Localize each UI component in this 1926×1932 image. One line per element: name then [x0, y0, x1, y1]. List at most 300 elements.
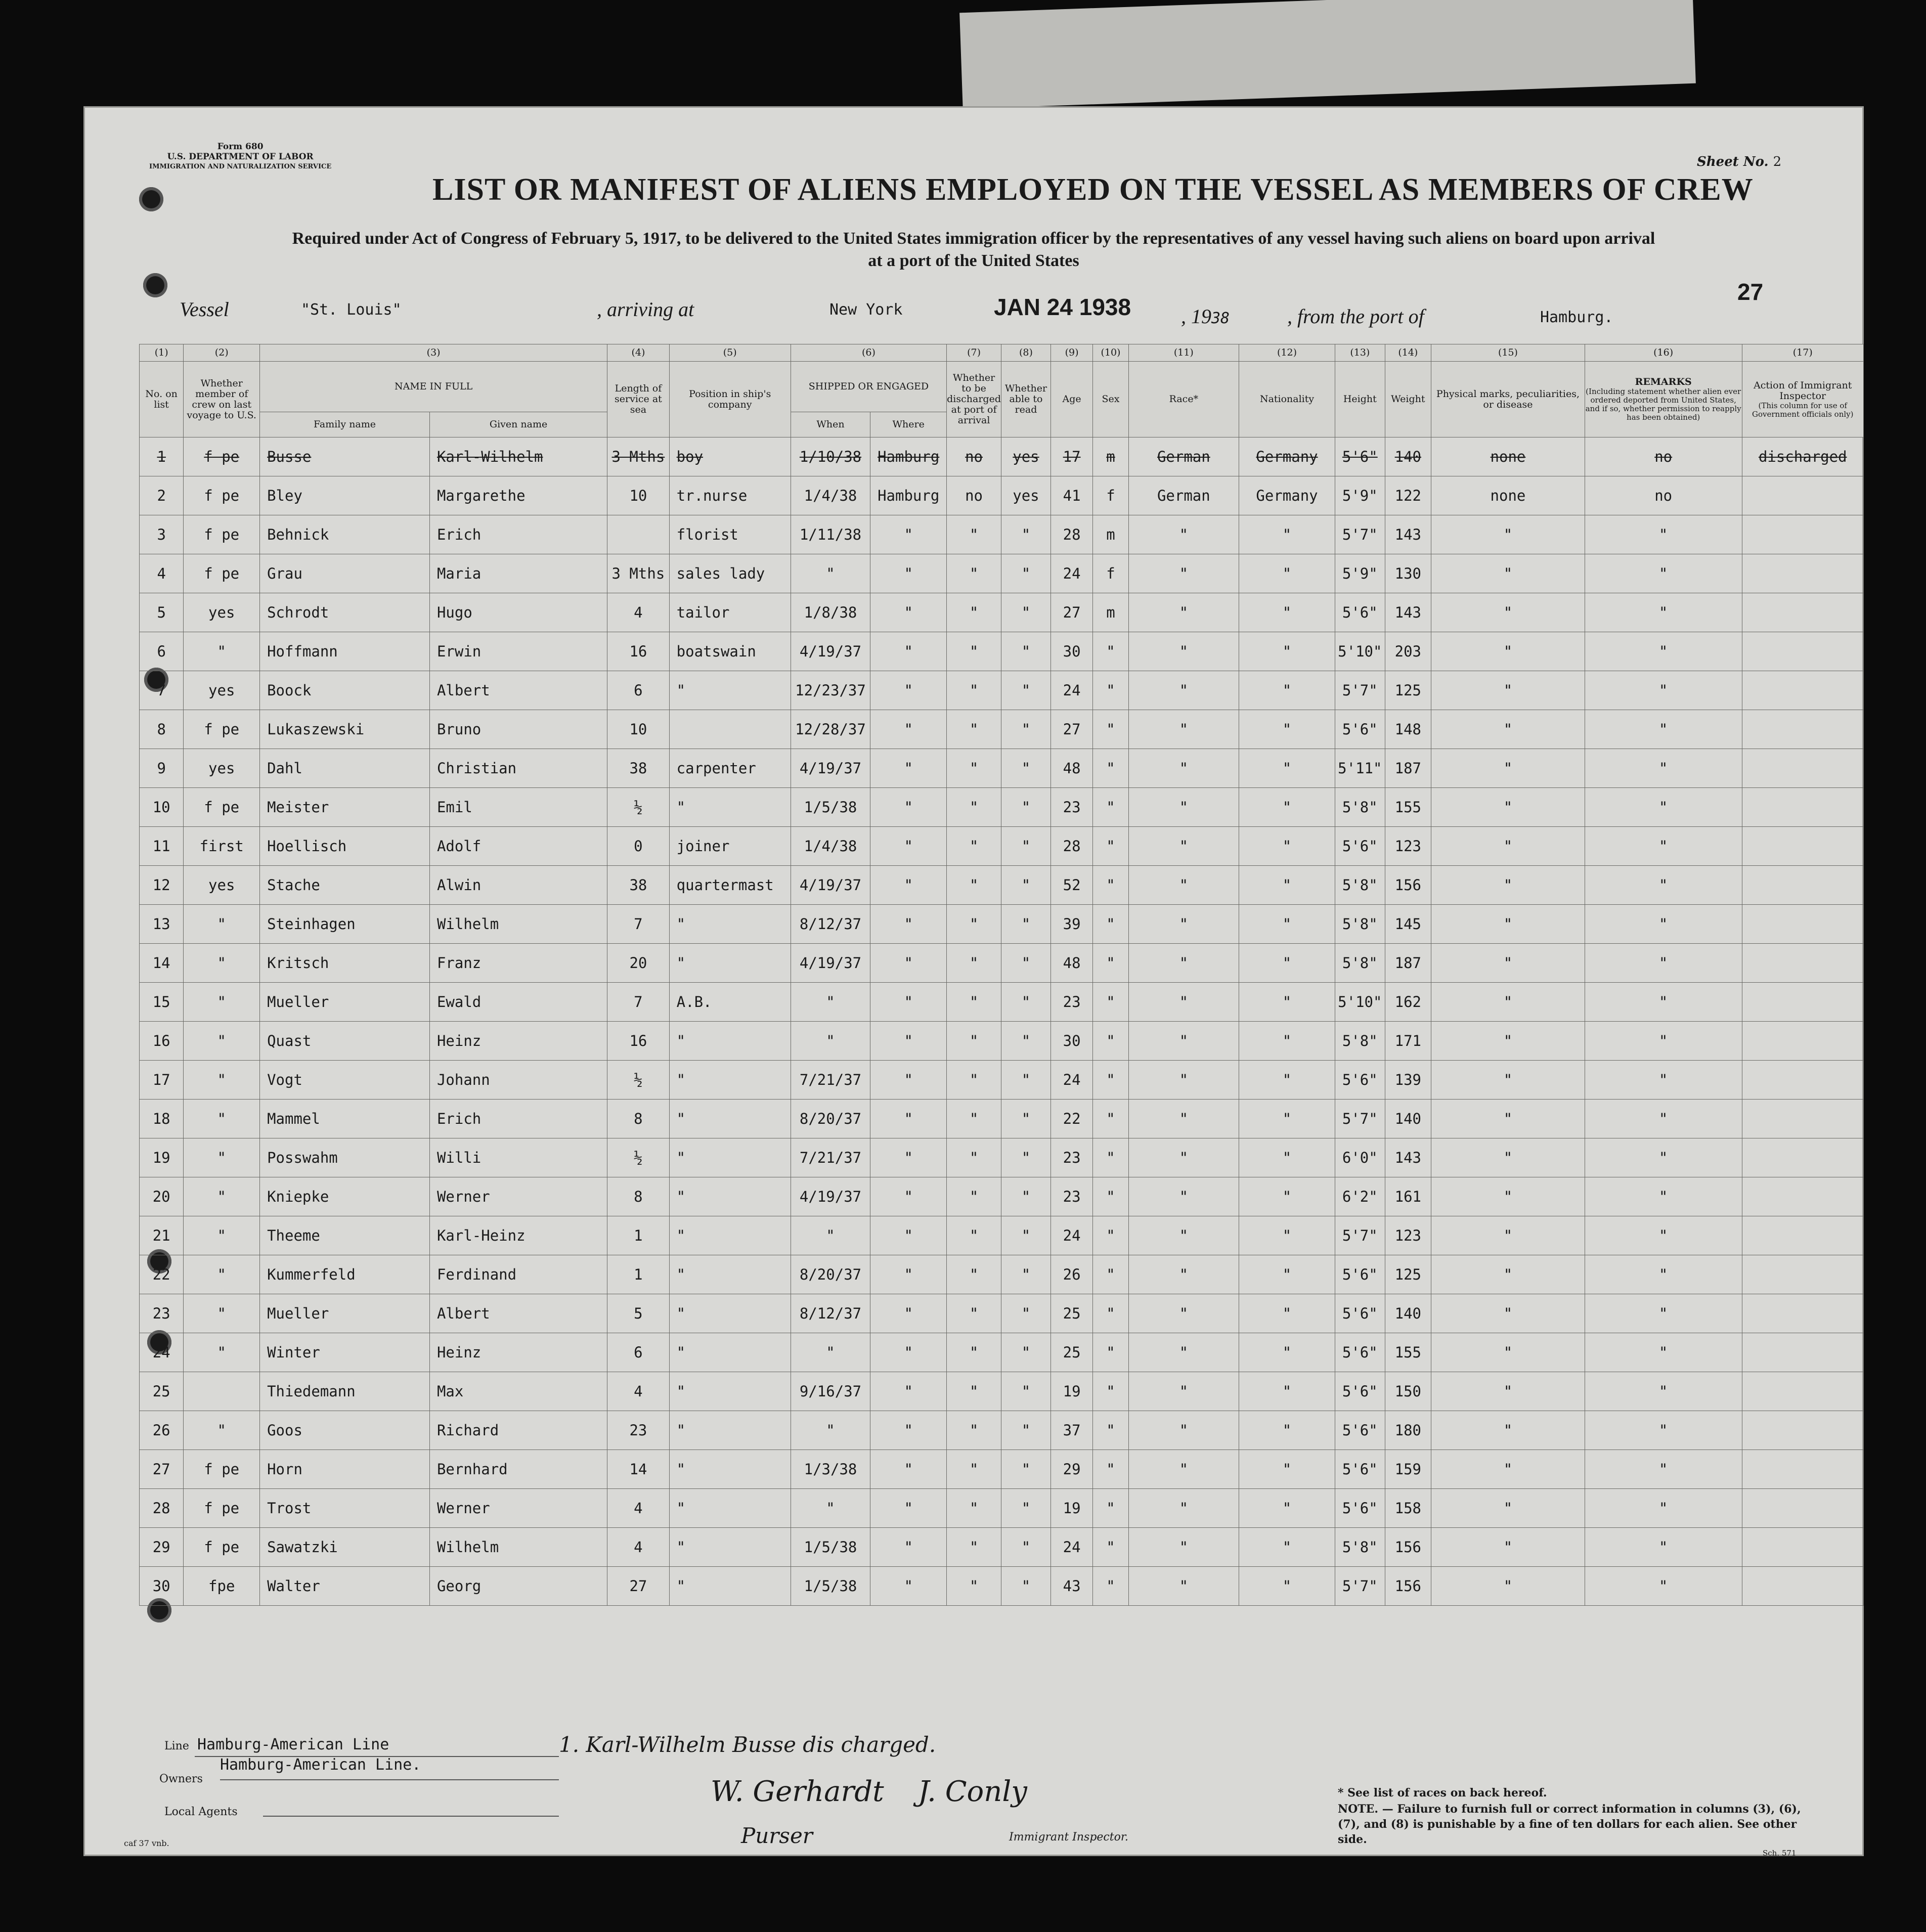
nationality: ": [1239, 1411, 1335, 1450]
inspector-action: [1742, 1255, 1864, 1294]
physical-marks: ": [1431, 1372, 1585, 1411]
family-name: Lukaszewski: [260, 710, 430, 749]
age: 26: [1050, 1255, 1092, 1294]
age: 24: [1050, 1061, 1092, 1100]
position: ": [669, 1528, 791, 1567]
shipped-where: ": [870, 1528, 947, 1567]
family-name: Thiedemann: [260, 1372, 430, 1411]
physical-marks: ": [1431, 1061, 1585, 1100]
header-read: Whether able to read: [1001, 362, 1050, 437]
race: German: [1128, 437, 1239, 476]
arrival-port: New York: [829, 301, 903, 319]
row-number: 24: [140, 1333, 184, 1372]
able-to-read: ": [1001, 1022, 1050, 1061]
race: ": [1128, 1333, 1239, 1372]
position: ": [669, 905, 791, 944]
crew-member-status: ": [184, 632, 260, 671]
length-of-service: 4: [607, 1372, 670, 1411]
position: boatswain: [669, 632, 791, 671]
crew-member-status: f pe: [184, 788, 260, 827]
nationality: ": [1239, 1528, 1335, 1567]
position: ": [669, 1177, 791, 1216]
to-be-discharged: no: [947, 476, 1001, 515]
shipped-where: ": [870, 1255, 947, 1294]
inspector-action: [1742, 710, 1864, 749]
crew-row: [140, 1528, 1864, 1567]
able-to-read: ": [1001, 1255, 1050, 1294]
to-be-discharged: ": [947, 632, 1001, 671]
family-name: Kritsch: [260, 944, 430, 983]
form-code: caf 37 vnb.: [124, 1838, 169, 1848]
nationality: ": [1239, 671, 1335, 710]
row-number: 26: [140, 1411, 184, 1450]
given-name: Ferdinand: [429, 1255, 607, 1294]
given-name: Hugo: [429, 593, 607, 632]
inspector-action: [1742, 1138, 1864, 1177]
family-name: Trost: [260, 1489, 430, 1528]
height: 5'6": [1335, 1372, 1385, 1411]
family-name: Mammel: [260, 1100, 430, 1138]
to-be-discharged: ": [947, 1411, 1001, 1450]
race: ": [1128, 632, 1239, 671]
to-be-discharged: ": [947, 1528, 1001, 1567]
header-length: Length of service at sea: [607, 362, 670, 437]
sex: ": [1093, 749, 1128, 788]
nationality: ": [1239, 1450, 1335, 1489]
crew-member-status: ": [184, 1333, 260, 1372]
able-to-read: ": [1001, 515, 1050, 554]
row-number: 16: [140, 1022, 184, 1061]
physical-marks: none: [1431, 476, 1585, 515]
nationality: ": [1239, 710, 1335, 749]
crew-member-status: ": [184, 1138, 260, 1177]
length-of-service: 20: [607, 944, 670, 983]
form-header: [149, 142, 331, 172]
crew-row: [140, 1489, 1864, 1528]
to-be-discharged: ": [947, 593, 1001, 632]
able-to-read: ": [1001, 1138, 1050, 1177]
given-name: Margarethe: [429, 476, 607, 515]
subtitle: Required under Act of Congress of February 5, 1917, to be delivered to the United States immigration officer by the representatives of any vessel having such aliens on board upon arrival at a port of the United States: [292, 229, 1655, 270]
row-number: 15: [140, 983, 184, 1022]
age: 19: [1050, 1489, 1092, 1528]
crew-row: [140, 554, 1864, 593]
remarks: ": [1585, 593, 1742, 632]
to-be-discharged: ": [947, 1489, 1001, 1528]
inspector-action: [1742, 515, 1864, 554]
crew-member-status: yes: [184, 866, 260, 905]
crew-row: [140, 437, 1864, 476]
inspector-action: [1742, 632, 1864, 671]
height: 6'0": [1335, 1138, 1385, 1177]
length-of-service: 16: [607, 1022, 670, 1061]
family-name: Goos: [260, 1411, 430, 1450]
age: 23: [1050, 983, 1092, 1022]
physical-marks: ": [1431, 749, 1585, 788]
length-of-service: 8: [607, 1100, 670, 1138]
shipped-where: ": [870, 944, 947, 983]
row-number: 8: [140, 710, 184, 749]
physical-marks: ": [1431, 1255, 1585, 1294]
shipped-where: ": [870, 1411, 947, 1450]
able-to-read: ": [1001, 1216, 1050, 1255]
able-to-read: ": [1001, 1177, 1050, 1216]
physical-marks: ": [1431, 788, 1585, 827]
crew-row: [140, 749, 1864, 788]
shipped-when: ": [791, 983, 870, 1022]
crew-row: [140, 1450, 1864, 1489]
inspector-action: [1742, 1489, 1864, 1528]
crew-row: [140, 1567, 1864, 1606]
owners-value: Hamburg-American Line.: [220, 1756, 421, 1774]
physical-marks: ": [1431, 1528, 1585, 1567]
inspector-action: [1742, 1528, 1864, 1567]
inspector-action: [1742, 1294, 1864, 1333]
nationality: Germany: [1239, 476, 1335, 515]
family-name: Hoffmann: [260, 632, 430, 671]
weight: 145: [1385, 905, 1431, 944]
physical-marks: ": [1431, 827, 1585, 866]
crew-row: [140, 1138, 1864, 1177]
sex: ": [1093, 944, 1128, 983]
sex: ": [1093, 1372, 1128, 1411]
shipped-when: 9/16/37: [791, 1372, 870, 1411]
shipped-where: ": [870, 1333, 947, 1372]
shipped-where: ": [870, 905, 947, 944]
crew-member-status: yes: [184, 593, 260, 632]
crew-member-status: f pe: [184, 1528, 260, 1567]
length-of-service: 10: [607, 476, 670, 515]
length-of-service: 38: [607, 749, 670, 788]
race: ": [1128, 1061, 1239, 1100]
crew-member-status: ": [184, 905, 260, 944]
height: 5'6": [1335, 827, 1385, 866]
remarks: ": [1585, 905, 1742, 944]
header-where: Where: [870, 412, 947, 437]
to-be-discharged: ": [947, 983, 1001, 1022]
length-of-service: 1: [607, 1255, 670, 1294]
length-of-service: 10: [607, 710, 670, 749]
row-number: 21: [140, 1216, 184, 1255]
length-of-service: 4: [607, 1528, 670, 1567]
shipped-when: ": [791, 1489, 870, 1528]
shipped-where: ": [870, 1450, 947, 1489]
physical-marks: ": [1431, 1567, 1585, 1606]
shipped-when: ": [791, 1022, 870, 1061]
length-of-service: [607, 515, 670, 554]
remarks: ": [1585, 1411, 1742, 1450]
row-number: 20: [140, 1177, 184, 1216]
shipped-when: 8/12/37: [791, 1294, 870, 1333]
nationality: ": [1239, 1100, 1335, 1138]
shipped-when: 1/4/38: [791, 827, 870, 866]
weight: 203: [1385, 632, 1431, 671]
inspector-action: [1742, 554, 1864, 593]
race: ": [1128, 788, 1239, 827]
header-name: NAME IN FULL: [260, 362, 607, 412]
shipped-where: Hamburg: [870, 476, 947, 515]
nationality: ": [1239, 1567, 1335, 1606]
row-number: 30: [140, 1567, 184, 1606]
remarks: ": [1585, 1138, 1742, 1177]
weight: 125: [1385, 671, 1431, 710]
physical-marks: ": [1431, 1216, 1585, 1255]
department: U.S. DEPARTMENT OF LABOR: [167, 152, 314, 162]
inspector-action: [1742, 1100, 1864, 1138]
position: [669, 710, 791, 749]
position: ": [669, 1061, 791, 1100]
family-name: Posswahm: [260, 1138, 430, 1177]
to-be-discharged: ": [947, 827, 1001, 866]
background-strip: [959, 0, 1696, 109]
shipped-when: ": [791, 1411, 870, 1450]
nationality: ": [1239, 1177, 1335, 1216]
row-number: 4: [140, 554, 184, 593]
purser-title: Purser: [741, 1823, 813, 1848]
age: 28: [1050, 515, 1092, 554]
shipped-where: ": [870, 554, 947, 593]
family-name: Winter: [260, 1333, 430, 1372]
height: 5'8": [1335, 788, 1385, 827]
length-of-service: 23: [607, 1411, 670, 1450]
height: 5'6": [1335, 1255, 1385, 1294]
given-name: Willi: [429, 1138, 607, 1177]
physical-marks: ": [1431, 1450, 1585, 1489]
rule: [220, 1779, 559, 1780]
weight: 171: [1385, 1022, 1431, 1061]
able-to-read: ": [1001, 827, 1050, 866]
able-to-read: ": [1001, 1061, 1050, 1100]
height: 5'9": [1335, 554, 1385, 593]
position: tr.nurse: [669, 476, 791, 515]
physical-marks: ": [1431, 1138, 1585, 1177]
given-name: Georg: [429, 1567, 607, 1606]
family-name: Schrodt: [260, 593, 430, 632]
header-row-1: [140, 362, 1864, 412]
row-number: 19: [140, 1138, 184, 1177]
shipped-where: ": [870, 749, 947, 788]
length-of-service: 1: [607, 1216, 670, 1255]
family-name: Steinhagen: [260, 905, 430, 944]
crew-member-status: ": [184, 1177, 260, 1216]
to-be-discharged: ": [947, 749, 1001, 788]
column-number-row: (1) (2) (3) (4) (5) (6) (7) (8) (9) (10) (11) (12) (13) (14) (15) (16) (17): [140, 344, 1864, 362]
shipped-where: ": [870, 1567, 947, 1606]
remarks: ": [1585, 1567, 1742, 1606]
nationality: ": [1239, 593, 1335, 632]
weight: 180: [1385, 1411, 1431, 1450]
shipped-when: 4/19/37: [791, 632, 870, 671]
height: 5'8": [1335, 944, 1385, 983]
height: 5'6": [1335, 1411, 1385, 1450]
crew-member-status: ": [184, 944, 260, 983]
crew-member-status: yes: [184, 749, 260, 788]
remarks: ": [1585, 1372, 1742, 1411]
able-to-read: ": [1001, 1411, 1050, 1450]
crew-row: [140, 827, 1864, 866]
family-name: Mueller: [260, 983, 430, 1022]
race: ": [1128, 1138, 1239, 1177]
able-to-read: ": [1001, 749, 1050, 788]
crew-member-status: yes: [184, 671, 260, 710]
crew-row: [140, 476, 1864, 515]
shipped-where: ": [870, 1489, 947, 1528]
age: 37: [1050, 1411, 1092, 1450]
weight: 140: [1385, 437, 1431, 476]
sex: f: [1093, 554, 1128, 593]
given-name: Albert: [429, 1294, 607, 1333]
race: ": [1128, 710, 1239, 749]
race: ": [1128, 1216, 1239, 1255]
weight: 155: [1385, 788, 1431, 827]
crew-member-status: ": [184, 983, 260, 1022]
physical-marks: ": [1431, 710, 1585, 749]
position: ": [669, 1567, 791, 1606]
height: 5'7": [1335, 1216, 1385, 1255]
shipped-when: 1/8/38: [791, 593, 870, 632]
to-be-discharged: ": [947, 1177, 1001, 1216]
nationality: ": [1239, 1255, 1335, 1294]
from-port-label: , from the port of: [1287, 305, 1424, 328]
weight: 156: [1385, 1567, 1431, 1606]
given-name: Max: [429, 1372, 607, 1411]
shipped-when: 4/19/37: [791, 1177, 870, 1216]
age: 30: [1050, 1022, 1092, 1061]
remarks: ": [1585, 983, 1742, 1022]
inspector-action: [1742, 1450, 1864, 1489]
weight: 156: [1385, 866, 1431, 905]
race: ": [1128, 554, 1239, 593]
row-number: 14: [140, 944, 184, 983]
race: ": [1128, 827, 1239, 866]
shipped-where: ": [870, 983, 947, 1022]
sex: ": [1093, 1216, 1128, 1255]
inspector-action: [1742, 593, 1864, 632]
family-name: Hoellisch: [260, 827, 430, 866]
remarks: ": [1585, 1489, 1742, 1528]
height: 5'6": [1335, 593, 1385, 632]
physical-marks: ": [1431, 1333, 1585, 1372]
vessel-label: Vessel: [180, 298, 229, 321]
race: ": [1128, 1411, 1239, 1450]
age: 23: [1050, 1177, 1092, 1216]
inspector-action: [1742, 671, 1864, 710]
sex: ": [1093, 632, 1128, 671]
family-name: Walter: [260, 1567, 430, 1606]
family-name: Horn: [260, 1450, 430, 1489]
to-be-discharged: ": [947, 1061, 1001, 1100]
age: 43: [1050, 1567, 1092, 1606]
remarks: ": [1585, 515, 1742, 554]
crew-row: [140, 1333, 1864, 1372]
crew-member-status: f pe: [184, 554, 260, 593]
remarks: ": [1585, 1255, 1742, 1294]
remarks: ": [1585, 1100, 1742, 1138]
race: ": [1128, 593, 1239, 632]
position: ": [669, 1372, 791, 1411]
height: 5'7": [1335, 515, 1385, 554]
crew-row: [140, 632, 1864, 671]
crew-row: [140, 905, 1864, 944]
header-sex: Sex: [1093, 362, 1128, 437]
sex: ": [1093, 827, 1128, 866]
given-name: Alwin: [429, 866, 607, 905]
sex: ": [1093, 1061, 1128, 1100]
position: sales lady: [669, 554, 791, 593]
age: 52: [1050, 866, 1092, 905]
height: 5'6": [1335, 1489, 1385, 1528]
punch-hole: [143, 273, 167, 297]
vessel-name: "St. Louis": [301, 301, 402, 319]
able-to-read: ": [1001, 1294, 1050, 1333]
shipped-where: ": [870, 788, 947, 827]
date-stamp: JAN 24 1938: [994, 294, 1131, 320]
age: 30: [1050, 632, 1092, 671]
able-to-read: yes: [1001, 476, 1050, 515]
age: 23: [1050, 788, 1092, 827]
service-name: IMMIGRATION AND NATURALIZATION SERVICE: [149, 163, 332, 170]
given-name: Erwin: [429, 632, 607, 671]
crew-member-status: first: [184, 827, 260, 866]
able-to-read: ": [1001, 710, 1050, 749]
race: ": [1128, 671, 1239, 710]
sex: f: [1093, 476, 1128, 515]
weight: 140: [1385, 1294, 1431, 1333]
age: 28: [1050, 827, 1092, 866]
shipped-when: 12/28/37: [791, 710, 870, 749]
position: ": [669, 1022, 791, 1061]
given-name: Karl-Heinz: [429, 1216, 607, 1255]
remarks: ": [1585, 1528, 1742, 1567]
given-name: Maria: [429, 554, 607, 593]
to-be-discharged: ": [947, 1450, 1001, 1489]
nationality: ": [1239, 1333, 1335, 1372]
position: ": [669, 1138, 791, 1177]
sex: m: [1093, 515, 1128, 554]
height: 5'7": [1335, 671, 1385, 710]
crew-member-status: [184, 1372, 260, 1411]
sex: ": [1093, 1177, 1128, 1216]
sex: ": [1093, 1567, 1128, 1606]
height: 5'6": [1335, 710, 1385, 749]
row-number: 17: [140, 1061, 184, 1100]
position: ": [669, 1255, 791, 1294]
race: ": [1128, 1255, 1239, 1294]
age: 29: [1050, 1450, 1092, 1489]
family-name: Meister: [260, 788, 430, 827]
given-name: Richard: [429, 1411, 607, 1450]
inspector-action: [1742, 905, 1864, 944]
remarks: ": [1585, 554, 1742, 593]
nationality: ": [1239, 515, 1335, 554]
sex: ": [1093, 1450, 1128, 1489]
physical-marks: ": [1431, 515, 1585, 554]
height: 5'6": [1335, 1450, 1385, 1489]
able-to-read: yes: [1001, 437, 1050, 476]
length-of-service: 0: [607, 827, 670, 866]
nationality: ": [1239, 866, 1335, 905]
rule: [263, 1816, 559, 1817]
given-name: Werner: [429, 1489, 607, 1528]
row-number: 28: [140, 1489, 184, 1528]
height: 5'8": [1335, 905, 1385, 944]
crew-row: [140, 788, 1864, 827]
age: 27: [1050, 710, 1092, 749]
family-name: Mueller: [260, 1294, 430, 1333]
physical-marks: ": [1431, 1177, 1585, 1216]
sex: ": [1093, 1294, 1128, 1333]
crew-member-status: f pe: [184, 1450, 260, 1489]
